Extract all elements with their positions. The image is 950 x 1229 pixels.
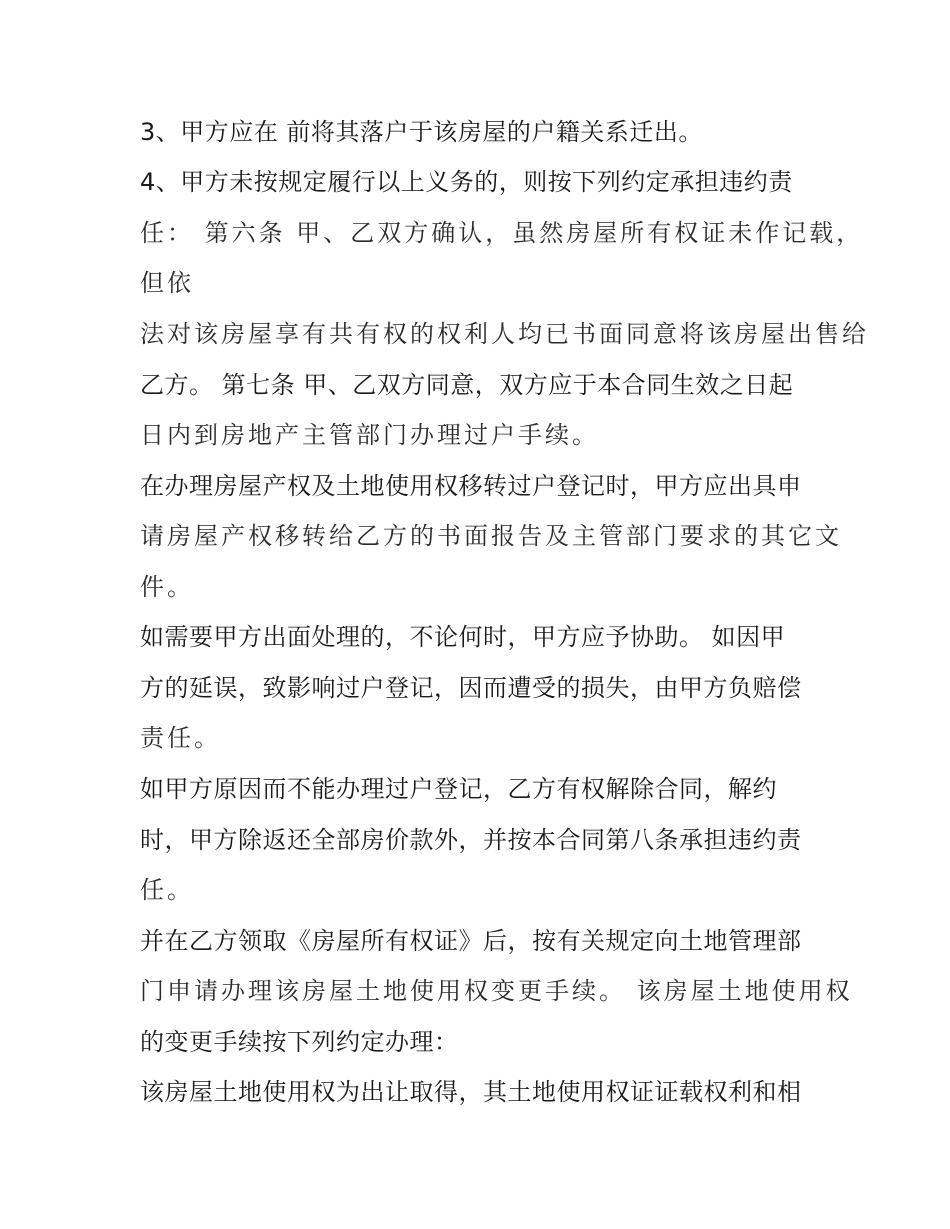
text-line: 任。: [140, 876, 194, 904]
text-line: 如需要甲方出面处理的，不论何时，甲方应予协助。 如因甲: [140, 623, 786, 651]
text-line: 门申请办理该房屋土地使用权变更手续。 该房屋土地使用权: [140, 977, 853, 1005]
text-line: 并在乙方领取《房屋所有权证》后，按有关规定向土地管理部: [140, 927, 802, 955]
text-line: 时，甲方除返还全部房价款外，并按本合同第八条承担违约责: [140, 826, 802, 854]
text-line: 4、甲方未按规定履行以上义务的，则按下列约定承担违约责: [140, 168, 793, 196]
text-line: 方的延误，致影响过户登记，因而遭受的损失，由甲方负赔偿: [140, 674, 802, 702]
text-line: 的变更手续按下列约定办理：: [140, 1028, 459, 1056]
text-line: 请房屋产权移转给乙方的书面报告及主管部门要求的其它文: [140, 522, 842, 550]
text-line: 法对该房屋享有共有权的权利人均已书面同意将该房屋出售给: [140, 320, 869, 348]
text-line: 责任。: [140, 724, 221, 752]
text-line: 如甲方原因而不能办理过户登记，乙方有权解除合同，解约: [140, 775, 777, 803]
text-line: 任： 第六条 甲、乙双方确认，虽然房屋所有权证未作记载，: [140, 219, 864, 247]
text-line: 乙方。 第七条 甲、乙双方同意，双方应于本合同生效之日起: [140, 371, 794, 399]
text-line: 在办理房屋产权及土地使用权移转过户登记时，甲方应出具申: [140, 472, 802, 500]
text-line: 日内到房地产主管部门办理过户手续。: [140, 421, 599, 449]
text-line: 3、甲方应在 前将其落户于该房屋的户籍关系迁出。: [140, 118, 703, 146]
text-line: 该房屋土地使用权为出让取得，其土地使用权证证载权利和相: [140, 1078, 802, 1106]
text-line: 件。: [140, 573, 194, 601]
text-line: 但依: [140, 269, 194, 297]
